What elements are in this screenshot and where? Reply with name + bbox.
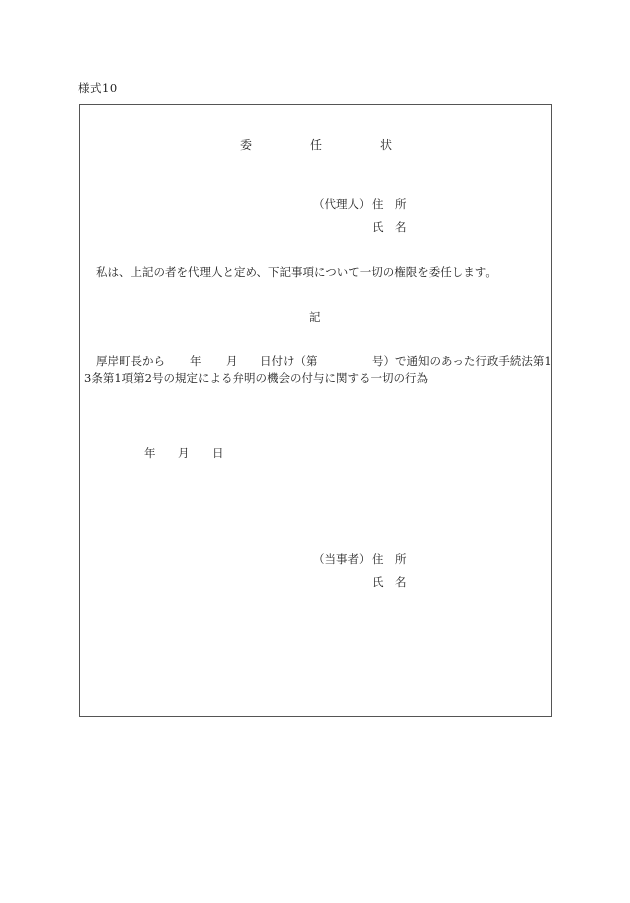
matter-year-label: 年 — [190, 354, 202, 368]
ki-heading: 記 — [309, 310, 321, 324]
agent-name-label: 氏 名 — [372, 220, 407, 234]
matter-line1-part3: 号）で通知のあった行政手続法第1 — [372, 354, 552, 368]
party-role: （当事者） — [313, 552, 371, 566]
title-char-3: 状 — [380, 138, 393, 152]
title-char-2: 任 — [310, 138, 323, 152]
date-day-label: 日 — [212, 446, 224, 460]
date-year-label: 年 — [144, 446, 156, 460]
matter-line2: 3条第1項第2号の規定による弁明の機会の付与に関する一切の行為 — [84, 371, 428, 385]
matter-line1-part2: 日付け（第 — [260, 354, 318, 368]
date-month-label: 月 — [178, 446, 190, 460]
agent-role: （代理人） — [313, 197, 371, 211]
matter-month-label: 月 — [226, 354, 238, 368]
delegation-statement: 私は、上記の者を代理人と定め、下記事項について一切の権限を委任します。 — [96, 265, 497, 279]
party-name-label: 氏 名 — [372, 575, 407, 589]
matter-line1-part1: 厚岸町長から — [96, 354, 165, 368]
form-number: 様式10 — [78, 81, 118, 95]
title-char-1: 委 — [240, 138, 253, 152]
agent-address-label: 住 所 — [372, 197, 407, 211]
party-address-label: 住 所 — [372, 552, 407, 566]
